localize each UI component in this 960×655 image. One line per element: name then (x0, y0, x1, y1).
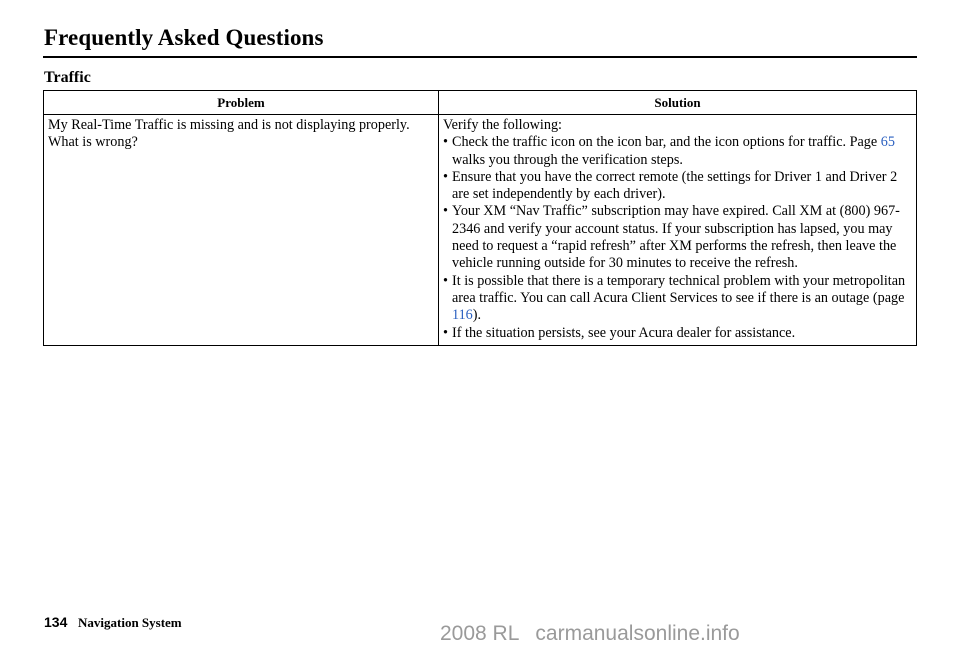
section-heading: Traffic (44, 69, 91, 86)
bullet-icon: • (443, 168, 448, 185)
solution-item (443, 134, 911, 169)
watermark-model: 2008 RL (440, 622, 520, 645)
solution-item-text: If the situation persists, see your Acura dealer for assistance. (452, 324, 796, 341)
solution-cell (439, 115, 917, 346)
footer-label: Navigation System (78, 615, 182, 630)
table-header-row (44, 91, 917, 115)
solution-item-text: Your XM “Nav Traffic” subscription may have expired. Call XM at (800) 967-2346 and verify your account status. If your subscription has lapsed, you may need to request a “rapid refresh” after XM performs the refresh, then leave the vehicle running outside for 30 minutes to receive the refresh. (452, 203, 900, 272)
solution-item (443, 325, 911, 342)
solution-item-text: Check the traffic icon on the icon bar, and the icon options for traffic. Page (452, 134, 881, 151)
solution-list (443, 134, 911, 342)
faq-table (43, 90, 917, 346)
bullet-icon: • (443, 324, 448, 341)
title-divider (43, 56, 917, 58)
watermark-site: carmanualsonline.info (535, 622, 740, 645)
watermark (440, 622, 740, 646)
solution-item (443, 203, 911, 272)
solution-intro: Verify the following: (443, 117, 562, 133)
solution-item-text: ). (472, 307, 482, 324)
solution-item-text: walks you through the verification steps. (452, 151, 683, 168)
bullet-icon: • (443, 203, 448, 220)
solution-item-text: Ensure that you have the correct remote (the settings for Driver 1 and Driver 2 are set independently by each driver). (452, 168, 898, 203)
page-link-65[interactable]: 65 (880, 134, 895, 151)
table-row (44, 115, 917, 346)
footer-page-number: 134 (44, 614, 68, 630)
problem-cell: My Real-Time Traffic is missing and is not displaying properly. What is wrong? (44, 115, 439, 346)
solution-item (443, 169, 911, 204)
column-header-problem: Problem (44, 91, 439, 115)
solution-item (443, 273, 911, 325)
solution-item-text: It is possible that there is a temporary technical problem with your metropolitan area traffic. You can call Acura Client Services to see if there is an outage (page (452, 272, 906, 306)
bullet-icon: • (443, 134, 448, 151)
column-header-solution: Solution (439, 91, 917, 115)
page-link-116[interactable]: 116 (452, 307, 473, 324)
page-title: Frequently Asked Questions (44, 25, 324, 50)
bullet-icon: • (443, 272, 448, 289)
